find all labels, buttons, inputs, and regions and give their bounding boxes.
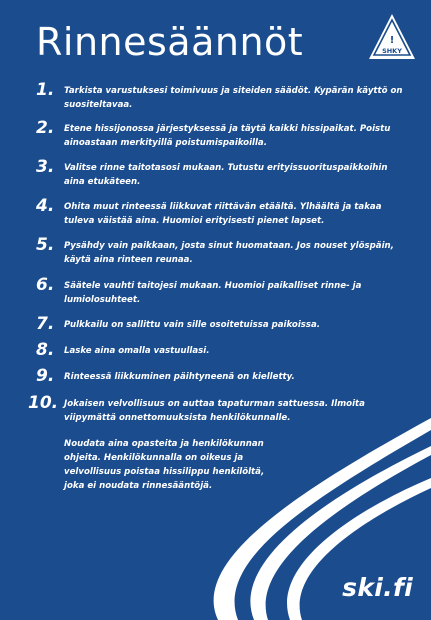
rule-number: 5. [36,235,55,255]
website-logo: ski.fi [342,573,413,602]
rule-number: 6. [36,275,55,295]
logo-symbol: ! [389,35,395,46]
rule-text: Rinteessä liikkuminen päihtyneenä on kielletty. [64,372,295,382]
rule-number: 4. [36,196,55,216]
staff-note: Noudata aina opasteita ja henkilökunnan ohjeita. Henkilökunnalla on oikeus ja velvollisuus poistaa hissilippu henkilöltä, joka ei noudata rinnesääntöjä. [64,439,265,491]
poster-title: Rinnesäännöt [36,20,304,64]
rule-text: Laske aina omalla vastuullasi. [64,346,210,356]
rule-number: 2. [36,118,55,138]
warning-triangle-icon [367,12,417,62]
rule-text: Pulkkailu on sallittu vain sille osoitetuissa paikoissa. [64,320,321,330]
rule-number: 9. [36,366,55,386]
rule-text: Valitse rinne taitotasosi mukaan. Tutustu erityissuorituspaikkoihin aina etukäteen. [64,163,388,187]
rule-number: 7. [36,314,55,334]
rule-number: 10. [28,393,59,413]
rule-text: Etene hissijonossa järjestyksessä ja täytä kaikki hissipaikat. Poistu ainoastaan merkityillä poistumispaikoilla. [64,124,391,148]
logo-text: SHKY [382,47,402,55]
rule-text: Ohita muut rinteessä liikkuvat riittävän etäältä. Ylhäältä ja takaa tuleva väistää aina. Huomioi erityisesti pienet lapset. [64,202,382,226]
rule-text: Tarkista varustuksesi toimivuus ja siteiden säädöt. Kypärän käyttö on suositeltavaa. [64,86,403,110]
rule-number: 1. [36,80,55,100]
rule-text: Jokaisen velvollisuus on auttaa tapaturman sattuessa. Ilmoita viipymättä onnettomuuksista henkilökunnalle. [64,399,365,423]
rule-number: 8. [36,340,55,360]
rule-text: Säätele vauhti taitojesi mukaan. Huomioi paikalliset rinne- ja lumiolosuhteet. [64,281,362,305]
rule-number: 3. [36,157,55,177]
rule-text: Pysähdy vain paikkaan, josta sinut huomataan. Jos nouset ylöspäin, käytä aina rinteen reunaa. [64,241,394,265]
